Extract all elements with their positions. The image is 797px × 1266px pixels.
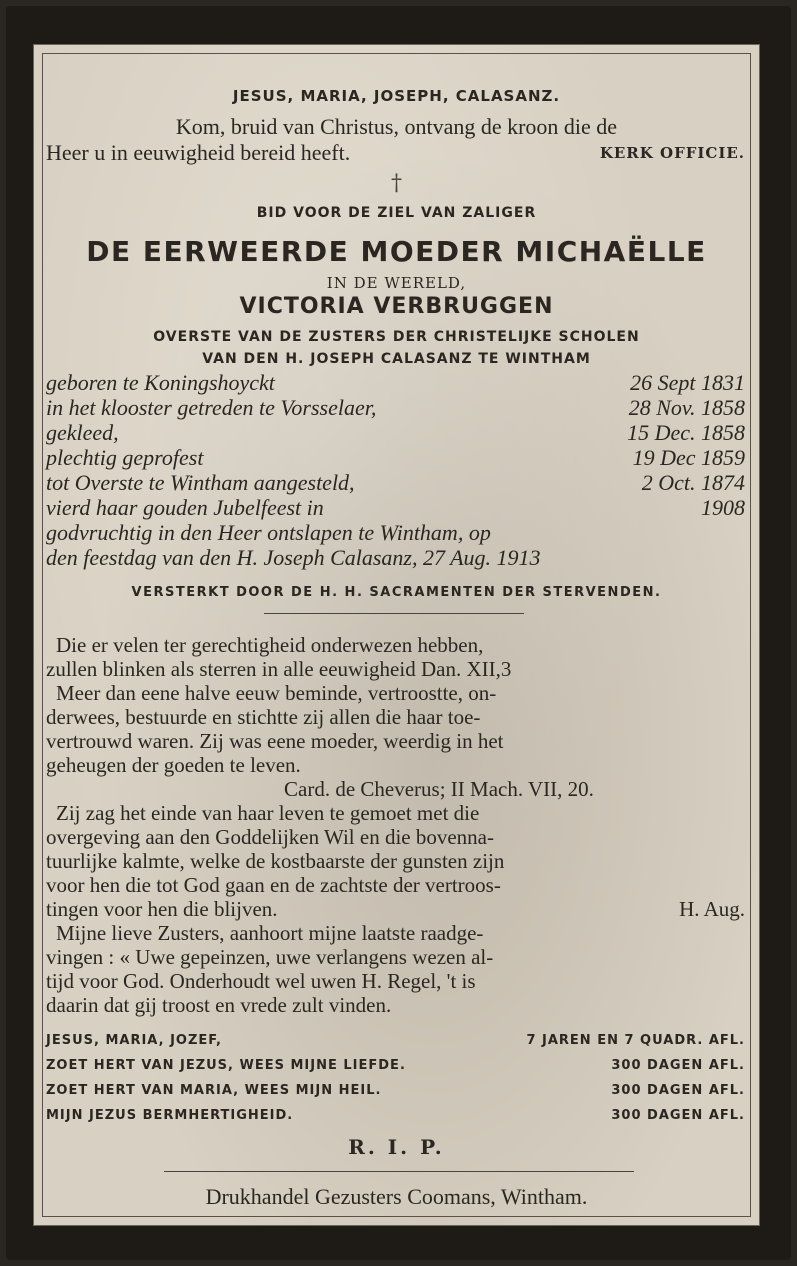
in-world-label: IN DE WERELD, [326,274,467,292]
rip-line: R. I. P. [348,1135,445,1159]
memorial-card [33,44,760,1226]
text-line: voor hen die tot God gaan en de zachtste der vertroos- [46,873,501,897]
invocation: JESUS, MARIA, JOSEPH, CALASANZ. [232,87,561,105]
timeline-row [46,445,745,471]
text-line: Zij zag het einde van haar leven te gemoet met die [56,801,480,825]
verse-text: Heer u in eeuwigheid bereid heeft. [46,140,351,165]
text-line: Mijne lieve Zusters, aanhoort mijne laatste raadge- [56,921,484,945]
indulgence-value: 300 DAGEN AFL. [611,1058,745,1073]
indulgence-row [46,1033,745,1048]
text-line: vingen : « Uwe gepeinzen, uwe verlangens wezen al- [46,945,494,969]
timeline-row [46,420,745,446]
sacraments-line: VERSTERKT DOOR DE H. H. SACRAMENTEN DER STERVENDEN. [131,585,662,600]
timeline-date: 28 Nov. 1858 [628,395,745,420]
timeline-date: 26 Sept 1831 [630,370,745,395]
verse-line-2 [46,141,745,165]
text-span: tingen voor hen die blijven. [46,897,278,921]
indulgence-row [46,1083,745,1098]
timeline-event: geboren te Koningshoyckt [46,370,275,395]
timeline-event: gekleed, [46,420,119,445]
text-line: Die er velen ter gerechtigheid onderwezen hebben, [56,633,484,657]
verse-line-1: Kom, bruid van Christus, ontvang de kroon die de [175,114,618,139]
text-citation: H. Aug. [679,897,745,921]
timeline-event: tot Overste te Wintham aangesteld, [46,470,355,495]
indulgence-value: 300 DAGEN AFL. [611,1108,745,1123]
death-line-1 [46,520,745,546]
timeline-date: 1908 [701,495,745,520]
text-line: derwees, bestuurde en stichtte zij allen die haar toe- [46,705,481,729]
indulgence-value: 300 DAGEN AFL. [611,1083,745,1098]
timeline-row [46,495,745,521]
text-line: tijd voor God. Onderhoudt wel uwen H. Regel, 't is [46,969,476,993]
indulgence-prayer: ZOET HERT VAN JEZUS, WEES MIJNE LIEFDE. [46,1058,406,1073]
divider [264,613,524,614]
birth-name: VICTORIA VERBRUGGEN [239,294,554,319]
text-line: vertrouwd waren. Zij was eene moeder, weerdig in het [46,729,504,753]
divider [164,1171,634,1172]
timeline-row [46,395,745,421]
text-line [46,897,745,921]
indulgence-prayer: JESUS, MARIA, JOZEF, [46,1033,222,1048]
cross-icon: † [391,171,402,196]
role-line-1: OVERSTE VAN DE ZUSTERS DER CHRISTELIJKE SCHOLEN [153,329,640,345]
text-line: overgeving aan den Goddelijken Wil en die bovenna- [46,825,494,849]
text-line: daarin dat gij troost en vrede zult vinden. [46,993,392,1017]
indulgence-row [46,1058,745,1073]
text-line: Meer dan eene halve eeuw beminde, vertroostte, on- [56,681,497,705]
timeline-row [46,470,745,496]
indulgence-value: 7 JAREN EN 7 QUADR. AFL. [526,1033,745,1048]
timeline-date: 15 Dec. 1858 [627,420,745,445]
text-citation: Card. de Cheverus; II Mach. VII, 20. [284,777,594,801]
text-line: zullen blinken als sterren in alle eeuwigheid Dan. XII,3 [46,657,512,681]
printer-line: Drukhandel Gezusters Coomans, Wintham. [205,1184,588,1209]
role-line-2: VAN DEN H. JOSEPH CALASANZ TE WINTHAM [202,351,591,367]
indulgence-row [46,1108,745,1123]
timeline-date: 2 Oct. 1874 [641,470,745,495]
indulgence-prayer: ZOET HERT VAN MARIA, WEES MIJN HEIL. [46,1083,382,1098]
verse-source: KERK OFFICIE. [599,144,745,162]
indulgence-prayer: MIJN JEZUS BERMHERTIGHEID. [46,1108,294,1123]
timeline-date: 19 Dec 1859 [632,445,745,470]
text-line: tuurlijke kalmte, welke de kostbaarste der gunsten zijn [46,849,505,873]
timeline-event: plechtig geprofest [46,445,204,470]
death-text-1: godvruchtig in den Heer ontslapen te Wintham, op [46,520,491,545]
text-line: geheugen der goeden te leven. [46,753,301,777]
death-line-2 [46,545,745,571]
timeline-row [46,370,745,396]
deceased-title: DE EERWEERDE MOEDER MICHAËLLE [86,235,707,268]
death-text-2: den feestdag van den H. Joseph Calasanz, 27 Aug. 1913 [46,545,541,570]
timeline-event: in het klooster getreden te Vorsselaer, [46,395,377,420]
prayer-intro: BID VOOR DE ZIEL VAN ZALIGER [256,205,537,221]
timeline-event: vierd haar gouden Jubelfeest in [46,495,324,520]
